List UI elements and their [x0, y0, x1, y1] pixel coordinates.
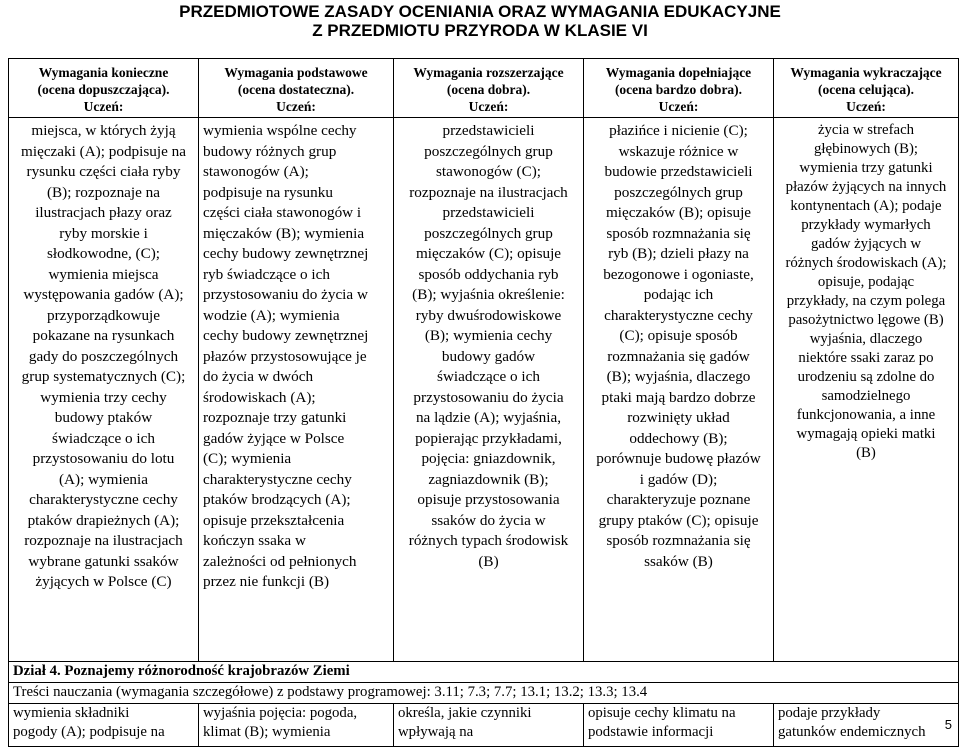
requirement-line: różnych środowiskach (A);	[785, 255, 947, 271]
requirement-line: (B)	[478, 552, 499, 570]
requirement-line: (C); opisuje sposób	[619, 327, 738, 344]
requirement-line: środowiskach (A);	[203, 388, 316, 406]
requirement-line: opisuje, podając	[817, 274, 915, 290]
requirements-cell	[9, 118, 199, 662]
next-cell-line: podaje przykłady	[778, 705, 881, 721]
requirement-line: rozpoznaje na ilustracjach	[24, 532, 183, 549]
column-header-student: Uczeń:	[468, 99, 509, 114]
requirement-line: głębinowych (B);	[814, 141, 918, 157]
requirement-line: świadczące o ich	[437, 368, 540, 385]
requirement-line: grup systematycznych (C);	[21, 368, 186, 385]
requirement-line: świadczące o ich	[52, 429, 155, 447]
next-cell	[584, 704, 774, 747]
requirement-line: charakterystyczne cechy	[604, 306, 753, 324]
requirement-line: rozpoznaje trzy gatunki	[203, 409, 347, 426]
column-header-student: Uczeń:	[846, 99, 886, 114]
requirement-line: zależności od pełnionych	[203, 552, 357, 570]
table-header-row	[9, 59, 959, 118]
requirement-line: zagniazdownik (B);	[428, 470, 549, 488]
next-cell-line: określa, jakie czynniki	[398, 705, 532, 721]
requirement-line: porównuje budowę płazów	[596, 450, 761, 467]
section-title: Dział 4. Poznajemy różnorodność krajobrazów Ziemi	[9, 662, 959, 683]
requirement-line: (B)	[856, 445, 876, 461]
requirement-line: przystosowaniu do życia w	[203, 286, 368, 303]
requirement-line: przez nie funkcji (B)	[203, 573, 330, 590]
column-header	[394, 59, 584, 118]
requirement-line: przyporządkowuje	[46, 306, 161, 324]
requirement-line: kończyn ssaka w	[203, 532, 306, 549]
requirement-line: opisuje przekształcenia	[203, 511, 345, 529]
requirements-cell	[199, 118, 394, 662]
requirement-line: charakteryzuje poznane	[606, 491, 751, 508]
next-requirements-row	[9, 704, 959, 747]
requirement-line: części ciała stawonogów i	[203, 204, 362, 221]
document-title-line2: Z PRZEDMIOTU PRZYRODA W KLASIE VI	[312, 21, 648, 40]
requirements-cell	[584, 118, 774, 662]
column-header-name: Wymagania podstawowe	[224, 65, 368, 80]
requirement-line: mięczaków (B); wymienia	[203, 224, 365, 242]
requirement-line: płazińce i nicienie (C);	[609, 122, 748, 139]
requirement-line: ryb świadczące o ich	[203, 265, 330, 283]
section-content: Treści nauczania (wymagania szczegółowe) z podstawy programowej: 3.11; 7.3; 7.7; 13.1; 13.2; 13.3; 13.4	[9, 683, 959, 704]
requirement-line: wymienia miejsca	[48, 265, 159, 283]
requirement-line: ryby dwuśrodowiskowe	[415, 306, 562, 324]
requirement-line: płazów przystosowujące je	[203, 347, 367, 365]
next-cell	[394, 704, 584, 747]
column-header-grade: (ocena celująca).	[818, 82, 914, 97]
column-header-grade: (ocena bardzo dobra).	[614, 82, 743, 97]
page-number: 5	[944, 717, 952, 732]
requirement-line: płazów żyjących na innych	[785, 179, 947, 195]
requirement-line: (B); wymienia cechy	[424, 327, 553, 344]
requirement-line: wskazuje różnice w	[618, 142, 739, 160]
column-header	[199, 59, 394, 118]
requirement-line: gady do poszczególnych	[28, 347, 179, 365]
requirement-line: (B); wyjaśnia określenie:	[412, 286, 565, 303]
requirement-line: poszczególnych grup	[424, 224, 553, 242]
requirement-line: do życia w dwóch	[203, 368, 314, 385]
requirement-line: stawonogów (A);	[203, 163, 309, 180]
next-cell	[199, 704, 394, 747]
column-header-name: Wymagania rozszerzające	[413, 65, 564, 80]
requirement-line: opisuje przystosowania	[417, 491, 560, 508]
next-cell-line: podstawie informacji	[588, 724, 714, 740]
requirement-line: gadów żyjące w Polsce	[203, 429, 345, 447]
next-cell-line: wpływają na	[398, 724, 474, 740]
requirement-line: przystosowaniu do lotu	[32, 450, 175, 467]
requirement-line: ryb (B); dzieli płazy na	[608, 245, 749, 262]
column-header-student: Uczeń:	[276, 99, 316, 114]
requirement-line: kontynentach (A); podaje	[790, 198, 942, 214]
requirement-line: (B); rozpoznaje na	[46, 183, 160, 201]
requirement-line: poszczególnych grup	[424, 142, 553, 160]
next-cell-line: opisuje cechy klimatu na	[588, 705, 736, 721]
column-header-grade: (ocena dobra).	[446, 82, 531, 97]
requirement-line: miejsca, w których żyją	[31, 122, 176, 139]
requirement-line: budowy gadów	[441, 347, 536, 365]
next-cell-line: pogody (A); podpisuje na	[13, 724, 165, 740]
requirements-cell	[774, 118, 959, 662]
requirement-line: rozpoznaje na ilustracjach	[409, 183, 568, 201]
table-content-row	[9, 118, 959, 662]
requirement-line: cechy budowy zewnętrznej	[203, 245, 369, 262]
requirement-line: (C); wymienia	[203, 450, 292, 467]
requirement-line: ptaków brodzących (A);	[203, 491, 351, 508]
requirement-line: popierając przykładami,	[415, 429, 562, 447]
requirement-line: wyjaśnia, dlaczego	[809, 331, 923, 347]
next-cell-line: wymienia składniki	[13, 705, 130, 721]
next-cell-line: klimat (B); wymienia	[203, 724, 331, 740]
requirement-line: mięczaków (C); opisuje	[415, 245, 562, 262]
column-header-grade: (ocena dopuszczająca).	[37, 82, 170, 97]
requirement-line: mięczaków (B); opisuje	[605, 204, 752, 221]
requirement-line: przedstawicieli	[442, 122, 535, 139]
column-header-grade: (ocena dostateczna).	[237, 82, 355, 97]
requirement-line: (A); wymienia	[59, 470, 148, 488]
column-header	[9, 59, 199, 118]
requirement-line: wymienia trzy gatunki	[799, 160, 933, 176]
requirement-line: podając ich	[643, 286, 714, 303]
next-cell-line: wyjaśnia pojęcia: pogoda,	[203, 705, 358, 721]
column-header-student: Uczeń:	[658, 99, 699, 114]
requirement-line: przykłady wymarłych	[801, 217, 931, 233]
section-title-row	[9, 662, 959, 683]
requirement-line: wybrane gatunki ssaków	[28, 552, 179, 570]
next-cell	[9, 704, 199, 747]
requirement-line: sposób rozmnażania się	[606, 224, 751, 242]
requirement-line: sposób oddychania ryb	[418, 265, 559, 283]
requirement-line: na lądzie (A); wyjaśnia,	[415, 409, 562, 426]
requirement-line: wodzie (A); wymienia	[203, 306, 340, 324]
requirement-line: cechy budowy zewnętrznej	[203, 327, 369, 344]
requirement-line: ssaków (B)	[644, 552, 713, 570]
requirement-line: ptaki mają bardzo dobrze	[601, 388, 756, 406]
requirement-line: przystosowaniu do życia	[413, 388, 564, 406]
requirement-line: przykłady, na czym polega	[786, 293, 946, 309]
column-header-name: Wymagania konieczne	[38, 65, 169, 80]
column-header-name: Wymagania dopełniające	[605, 65, 752, 80]
column-header	[584, 59, 774, 118]
requirement-line: niektóre ssaki zaraz po	[798, 350, 934, 366]
requirement-line: rozwinięty układ	[627, 409, 730, 426]
requirement-line: ryby morskie i	[59, 224, 148, 242]
next-cell	[774, 704, 959, 747]
requirement-line: gadów żyjących w	[810, 236, 922, 252]
requirement-line: mięczaki (A); podpisuje na	[21, 142, 186, 160]
requirement-line: ptaków drapieżnych (A);	[27, 511, 180, 529]
section-content-row	[9, 683, 959, 704]
document-title-line1: PRZEDMIOTOWE ZASADY OCENIANIA ORAZ WYMAGANIA EDUKACYJNE	[179, 2, 781, 21]
requirement-line: pojęcia: gniazdownik,	[421, 450, 556, 467]
requirement-line: słodkowodne, (C);	[46, 245, 161, 262]
requirement-line: charakterystyczne cechy	[203, 470, 352, 488]
next-cell-line: gatunków endemicznych	[778, 724, 926, 740]
requirement-line: ilustracjach płazy oraz	[35, 204, 172, 221]
requirement-line: różnych typach środowisk	[408, 532, 569, 549]
requirement-line: oddechowy (B);	[629, 429, 728, 447]
requirement-line: samodzielnego	[821, 388, 911, 404]
requirement-line: budowy ptaków	[54, 409, 153, 426]
requirements-table	[8, 58, 958, 747]
requirement-line: budowy różnych grup	[203, 142, 337, 160]
requirement-line: poszczególnych grup	[614, 183, 743, 201]
requirement-line: stawonogów (C);	[435, 163, 542, 180]
requirement-line: pokazane na rysunkach	[32, 327, 175, 344]
requirement-line: sposób rozmnażania się	[606, 532, 751, 549]
column-header-student: Uczeń:	[83, 99, 124, 114]
requirement-line: (B); wyjaśnia, dlaczego	[606, 368, 751, 385]
requirement-line: rysunku części ciała ryby	[26, 163, 181, 180]
requirement-line: grupy ptaków (C); opisuje	[598, 511, 759, 529]
requirement-line: urodzeniu są zdolne do	[797, 369, 935, 385]
requirement-line: i gadów (D);	[639, 470, 718, 488]
requirement-line: funkcjonowania, a inne	[796, 407, 936, 423]
requirement-line: wymagają opieki matki	[796, 426, 936, 442]
requirement-line: charakterystyczne cechy	[29, 491, 178, 508]
requirement-line: pasożytnictwo lęgowe (B)	[788, 312, 944, 328]
requirement-line: budowie przedstawicieli	[604, 163, 753, 180]
column-header	[774, 59, 959, 118]
requirement-line: żyjących w Polsce (C)	[35, 573, 172, 590]
requirement-line: bezogonowe i ogoniaste,	[603, 265, 754, 283]
column-header-name: Wymagania wykraczające	[790, 65, 942, 80]
requirement-line: życia w strefach	[817, 122, 915, 138]
requirement-line: wymienia trzy cechy	[40, 388, 167, 406]
requirement-line: wymienia wspólne cechy	[203, 122, 357, 139]
requirement-line: występowania gadów (A);	[23, 286, 184, 303]
requirement-line: podpisuje na rysunku	[203, 183, 333, 201]
requirements-cell	[394, 118, 584, 662]
requirement-line: rozmnażania się gadów	[607, 347, 750, 365]
requirement-line: ssaków do życia w	[431, 511, 546, 529]
requirement-line: przedstawicieli	[442, 204, 535, 221]
